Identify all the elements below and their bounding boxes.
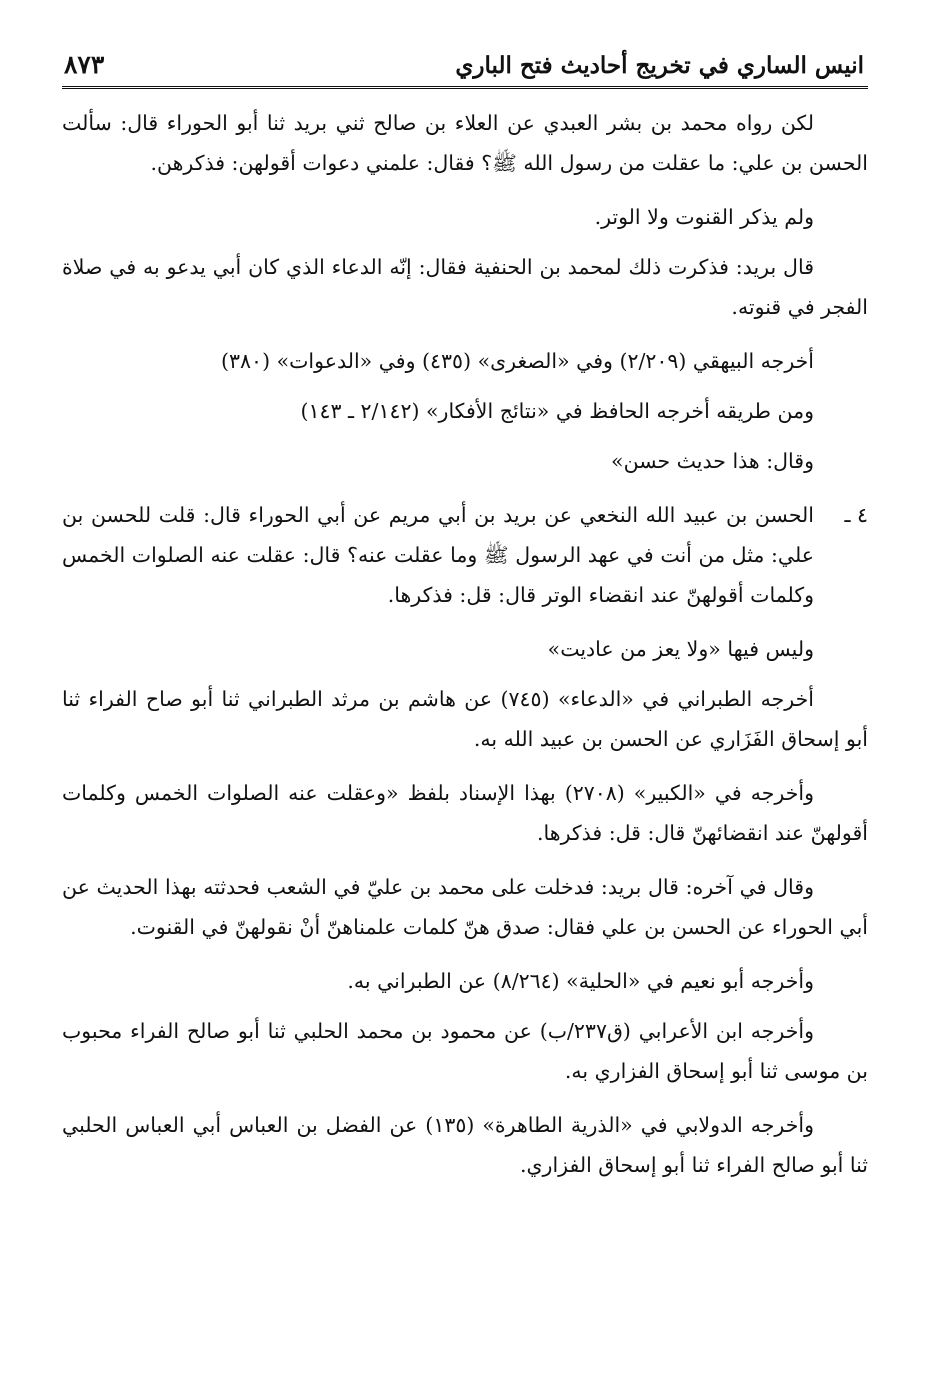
paragraph-7: وليس فيها «ولا يعز من عاديت» bbox=[547, 637, 814, 661]
page-body bbox=[62, 103, 868, 1185]
item-number: ٤ ـ bbox=[844, 503, 868, 527]
paragraph-10: وقال في آخره: قال بريد: فدخلت على محمد بن عليّ في الشعب فحدثته بهذا الحديث عن أبي الحوراء عن الحسن بن علي فقال: صدق هنّ كلمات علمناهنّ أنْ نقولهنّ في القنوت. bbox=[62, 875, 868, 939]
paragraph-5: ومن طريقه أخرجه الحافظ في «نتائج الأفكار» (٢/١٤٢ ـ ١٤٣) bbox=[300, 399, 814, 423]
paragraph-8: أخرجه الطبراني في «الدعاء» (٧٤٥) عن هاشم بن مرثد الطبراني ثنا أبو صاح الفراء ثنا أبو إسحاق الفَزَاري عن الحسن بن عبيد الله به. bbox=[62, 687, 868, 751]
paragraph-13: وأخرجه الدولابي في «الذرية الطاهرة» (١٣٥) عن الفضل بن العباس أبي العباس الحلبي ثنا أبو صالح الفراء ثنا أبو إسحاق الفزاري. bbox=[62, 1113, 868, 1177]
book-page bbox=[62, 48, 868, 1199]
paragraph-12: وأخرجه ابن الأعرابي (ق٢٣٧/ب) عن محمود بن محمد الحلبي ثنا أبو صالح الفراء محبوب بن موسى ثنا أبو إسحاق الفزاري به. bbox=[62, 1019, 868, 1083]
paragraph-1: لكن رواه محمد بن بشر العبدي عن العلاء بن صالح ثني بريد ثنا أبو الحوراء قال: سألت الحسن بن علي: ما عقلت من رسول الله ﷺ؟ فقال: علمني دعوات أقولهن: فذكرهن. bbox=[62, 111, 868, 175]
numbered-hadith-item bbox=[62, 495, 868, 615]
paragraph-9: وأخرجه في «الكبير» (٢٧٠٨) بهذا الإسناد بلفظ «وعقلت عنه الصلوات الخمس وكلمات أقولهنّ عند انقضائهنّ قال: قل: فذكرها. bbox=[62, 781, 868, 845]
paragraph-4: أخرجه البيهقي (٢/٢٠٩) وفي «الصغرى» (٤٣٥) وفي «الدعوات» (٣٨٠) bbox=[221, 349, 814, 373]
running-title: انيس الساري في تخريج أحاديث فتح الباري bbox=[455, 52, 864, 79]
paragraph-11: وأخرجه أبو نعيم في «الحلية» (٨/٢٦٤) عن الطبراني به. bbox=[347, 969, 814, 993]
item-text: الحسن بن عبيد الله النخعي عن بريد بن أبي مريم عن أبي الحوراء قال: قلت للحسن بن علي: مثل من أنت في عهد الرسول ﷺ وما عقلت عنه؟ قال: عقلت عنه الصلوات الخمس وكلمات أقولهنّ عند انقضاء الوتر قال: قل: فذكرها. bbox=[62, 503, 814, 607]
paragraph-6: وقال: هذا حديث حسن» bbox=[611, 449, 814, 473]
running-header bbox=[62, 48, 868, 89]
paragraph-3: قال بريد: فذكرت ذلك لمحمد بن الحنفية فقال: إنّه الدعاء الذي كان أبي يدعو به في صلاة الفجر في قنوته. bbox=[62, 255, 868, 319]
page-number: ٨٧٣ bbox=[64, 50, 105, 79]
paragraph-2: ولم يذكر القنوت ولا الوتر. bbox=[594, 205, 814, 229]
